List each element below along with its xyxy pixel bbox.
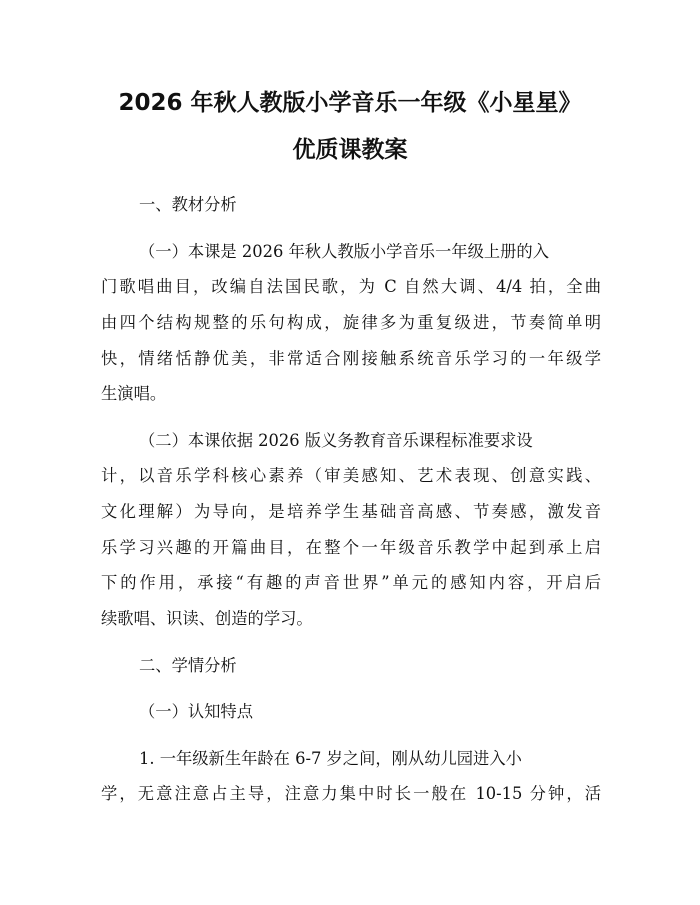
paragraph-2-line-4: 乐学习兴趣的开篇曲目，在整个一年级音乐教学中起到承上启: [101, 538, 601, 557]
document-title-line-1: 2026 年秋人教版小学音乐一年级《小星星》: [118, 90, 582, 116]
paragraph-2-line-6: 续歌唱、识读、创造的学习。: [101, 609, 313, 628]
paragraph-2-line-1: （二）本课依据 2026 版义务教育音乐课程标准要求设: [139, 431, 533, 450]
paragraph-1-line-2: 门歌唱曲目，改编自法国民歌，为 C 自然大调、4/4 拍，全曲: [101, 277, 601, 296]
document-title-line-2: 优质课教案: [292, 137, 408, 163]
paragraph-3-line-1: 1. 一年级新生年龄在 6-7 岁之间，刚从幼儿园进入小: [139, 749, 522, 768]
paragraph-2-line-2: 计，以音乐学科核心素养（审美感知、艺术表现、创意实践、: [101, 466, 601, 485]
paragraph-1-line-5: 生演唱。: [101, 384, 167, 403]
paragraph-3-line-2: 学，无意注意占主导，注意力集中时长一般在 10-15 分钟，活: [101, 784, 601, 803]
paragraph-2-line-3: 文化理解）为导向，是培养学生基础音高感、节奏感，激发音: [101, 502, 601, 521]
paragraph-2-line-5: 下的作用，承接“有趣的声音世界”单元的感知内容，开启后: [101, 573, 601, 592]
section-heading-learner-analysis: 二、学情分析: [139, 656, 237, 675]
paragraph-1-line-1: （一）本课是 2026 年秋人教版小学音乐一年级上册的入: [139, 242, 549, 261]
subsection-heading-cognitive: （一）认知特点: [139, 702, 253, 721]
paragraph-1-line-3: 由四个结构规整的乐句构成，旋律多为重复级进，节奏简单明: [101, 313, 601, 332]
paragraph-1-line-4: 快，情绪恬静优美，非常适合刚接触系统音乐学习的一年级学: [101, 349, 601, 368]
section-heading-materials: 一、教材分析: [139, 195, 237, 214]
